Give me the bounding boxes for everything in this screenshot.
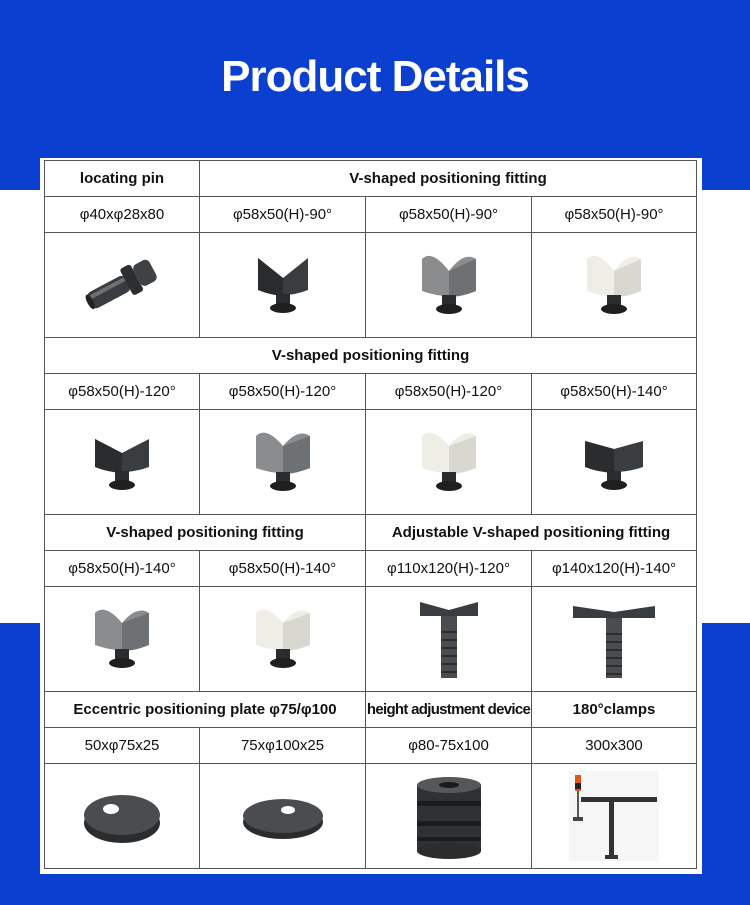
adjustable-v-fitting-image xyxy=(414,594,484,684)
image-cell xyxy=(45,410,200,515)
v-fitting-white-image xyxy=(248,599,318,679)
spec-cell: φ58x50(H)-140° xyxy=(45,551,200,587)
spec-cell: φ110x120(H)-120° xyxy=(366,551,532,587)
v-fitting-grey-image xyxy=(87,599,157,679)
spec-cell: 300x300 xyxy=(532,728,697,764)
spec-cell: φ58x50(H)-140° xyxy=(532,374,697,410)
image-cell xyxy=(532,764,697,869)
spec-cell: φ58x50(H)-90° xyxy=(532,197,697,233)
spec-cell: φ80-75x100 xyxy=(366,728,532,764)
header-locating-pin: locating pin xyxy=(45,161,200,197)
image-cell xyxy=(366,410,532,515)
product-table xyxy=(44,160,697,869)
image-cell xyxy=(45,587,200,692)
eccentric-plate-image xyxy=(238,786,328,846)
image-cell xyxy=(200,233,366,338)
image-cell xyxy=(366,764,532,869)
image-cell xyxy=(200,410,366,515)
header-v-shaped-fitting: V-shaped positioning fitting xyxy=(45,338,697,374)
image-cell xyxy=(200,764,366,869)
spec-cell: φ40xφ28x80 xyxy=(45,197,200,233)
image-cell xyxy=(532,233,697,338)
image-cell xyxy=(532,410,697,515)
image-cell xyxy=(366,233,532,338)
spec-cell: φ58x50(H)-120° xyxy=(200,374,366,410)
spec-cell: φ58x50(H)-120° xyxy=(366,374,532,410)
header-adjustable-v-fitting: Adjustable V-shaped positioning fitting xyxy=(366,515,697,551)
page-title: Product Details xyxy=(221,52,529,101)
image-cell xyxy=(45,764,200,869)
header-height-adjustment: height adjustment device xyxy=(366,692,532,728)
header-eccentric-plate: Eccentric positioning plate φ75/φ100 xyxy=(45,692,366,728)
v-fitting-grey-image xyxy=(414,245,484,325)
header-clamps: 180°clamps xyxy=(532,692,697,728)
v-fitting-dark-image xyxy=(579,427,649,497)
spec-cell: φ140x120(H)-140° xyxy=(532,551,697,587)
header-v-shaped-fitting: V-shaped positioning fitting xyxy=(45,515,366,551)
image-cell xyxy=(366,587,532,692)
image-cell xyxy=(45,233,200,338)
height-adjustment-device-image xyxy=(409,771,489,861)
v-fitting-dark-image xyxy=(87,427,157,497)
spec-cell: φ58x50(H)-120° xyxy=(45,374,200,410)
v-fitting-white-image xyxy=(414,422,484,502)
spec-cell: φ58x50(H)-90° xyxy=(200,197,366,233)
spec-cell: φ58x50(H)-140° xyxy=(200,551,366,587)
eccentric-plate-image xyxy=(77,781,167,851)
spec-cell: 50xφ75x25 xyxy=(45,728,200,764)
image-cell xyxy=(532,587,697,692)
spec-cell: φ58x50(H)-90° xyxy=(366,197,532,233)
header-v-shaped-fitting: V-shaped positioning fitting xyxy=(200,161,697,197)
v-fitting-grey-image xyxy=(248,422,318,502)
image-cell xyxy=(200,587,366,692)
clamp-image xyxy=(569,771,659,861)
locating-pin-image xyxy=(77,250,167,320)
spec-cell: 75xφ100x25 xyxy=(200,728,366,764)
v-fitting-white-image xyxy=(579,245,649,325)
adjustable-v-fitting-image xyxy=(569,594,659,684)
v-fitting-dark-image xyxy=(248,250,318,320)
